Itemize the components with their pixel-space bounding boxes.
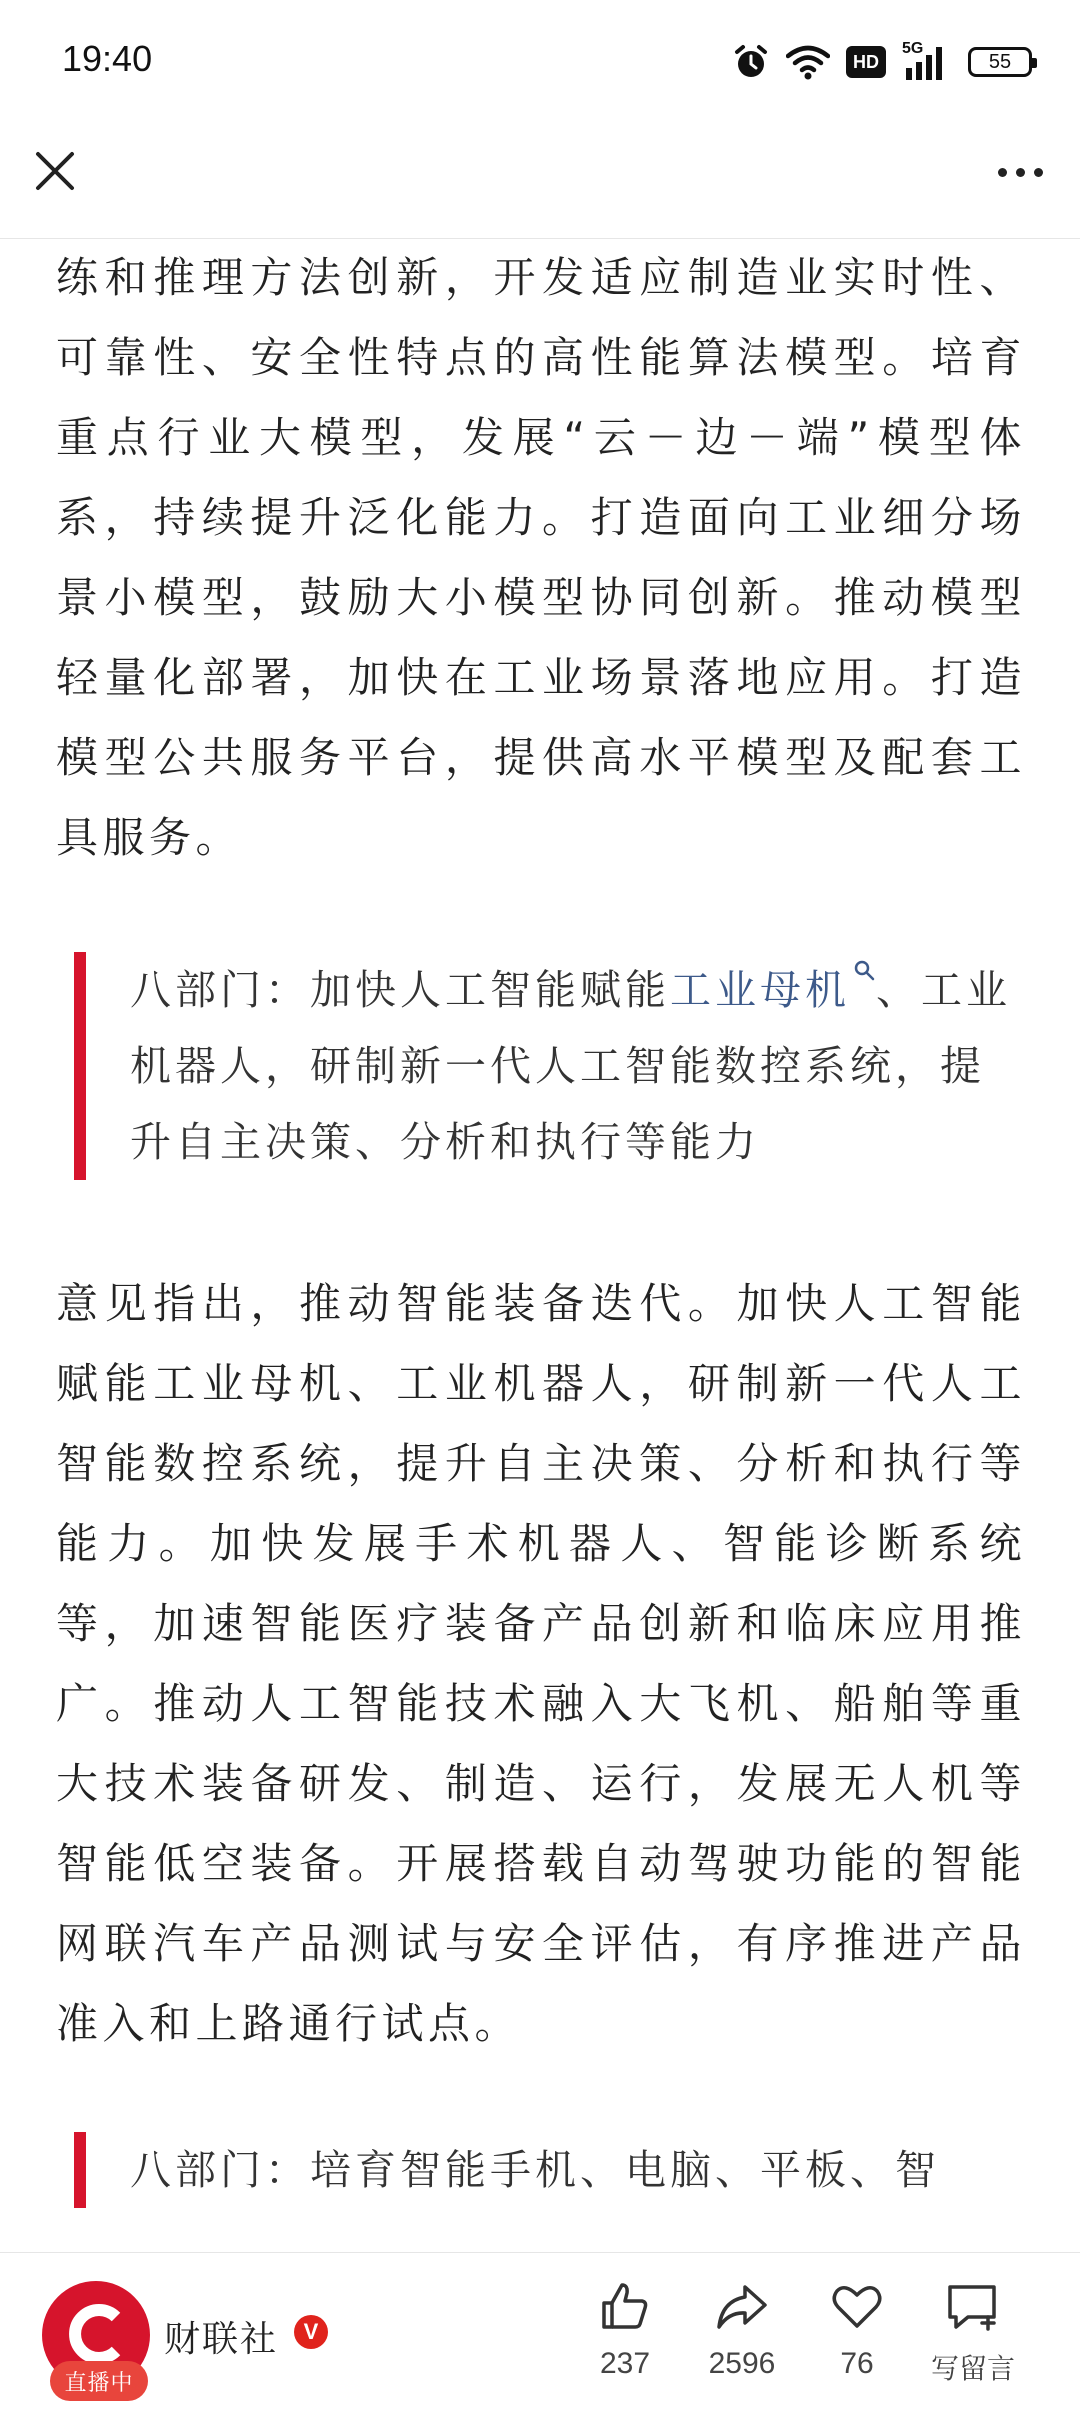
comment-button[interactable] — [918, 2279, 1028, 2387]
hd-icon: HD — [846, 46, 886, 78]
network-label: 5G — [902, 40, 924, 57]
share-count: 2596 — [708, 2347, 776, 2380]
more-button[interactable] — [990, 150, 1050, 194]
wifi-icon — [786, 44, 830, 80]
keyword-link-text[interactable]: 工业母机 — [670, 966, 850, 1014]
keyword-link[interactable] — [670, 966, 876, 1014]
like-button[interactable] — [570, 2279, 680, 2381]
source-name[interactable]: 财联社 — [164, 2319, 279, 2360]
section-heading-quote — [74, 952, 1026, 1180]
bottom-action-bar — [0, 2252, 1080, 2413]
quote-text: 八部门：培育智能手机、电脑、平板、智 — [130, 2146, 940, 2194]
close-button[interactable] — [30, 146, 80, 196]
battery-icon: 55 — [968, 47, 1032, 77]
status-bar — [0, 0, 1080, 120]
favorite-button[interactable] — [802, 2279, 912, 2381]
article-paragraph: 练和推理方法创新，开发适应制造业实时性、可靠性、安全性特点的高性能算法模型。培育重点行业大模型，发展“云－边－端”模型体系，持续提升泛化能力。打造面向工业细分场景小模型，鼓励大小模型协同创新。推动模型轻量化部署，加快在工业场景落地应用。打造模型公共服务平台，提供高水平模型及配套工具服务。 — [56, 253, 1026, 862]
share-button[interactable] — [687, 2279, 797, 2381]
live-badge[interactable]: 直播中 — [50, 2361, 148, 2401]
comment-label: 写留言 — [930, 2352, 1015, 2385]
quote-text — [130, 952, 1026, 1180]
search-icon — [852, 958, 876, 982]
quote-prefix: 八部门：加快人工智能赋能 — [130, 966, 670, 1014]
share-icon — [715, 2279, 769, 2333]
status-time: 19:40 — [62, 38, 153, 79]
quote-suffix: 、工业机器人，研制新一代人工智能数控系统，提升自主决策、分析和执行等能力 — [130, 966, 1011, 1166]
favorite-count: 76 — [840, 2347, 874, 2380]
close-icon — [30, 146, 80, 196]
section-heading-quote — [74, 2132, 1026, 2208]
top-nav — [0, 120, 1080, 239]
article-paragraph: 意见指出，推动智能装备迭代。加快人工智能赋能工业母机、工业机器人，研制新一代人工智能数控系统，提升自主决策、分析和执行等能力。加快发展手术机器人、智能诊断系统等，加速智能医疗装备产品创新和临床应用推广。推动人工智能技术融入大飞机、船舶等重大技术装备研发、制造、运行，发展无人机等智能低空装备。开展搭载自动驾驶功能的智能网联汽车产品测试与安全评估，有序推进产品准入和上路通行试点。 — [56, 1279, 1026, 2048]
status-icons — [732, 40, 1032, 84]
more-icon — [1034, 168, 1043, 177]
like-count: 237 — [599, 2347, 651, 2380]
article-body — [56, 238, 1026, 2208]
logo-icon — [68, 2303, 124, 2365]
verified-badge: V — [294, 2315, 328, 2349]
heart-icon — [830, 2279, 884, 2333]
comment-add-icon — [944, 2279, 1002, 2333]
alarm-icon — [732, 43, 770, 81]
more-icon — [998, 168, 1007, 177]
thumbs-up-icon — [598, 2279, 652, 2333]
signal-5g-icon — [902, 40, 952, 80]
more-icon — [1016, 168, 1025, 177]
